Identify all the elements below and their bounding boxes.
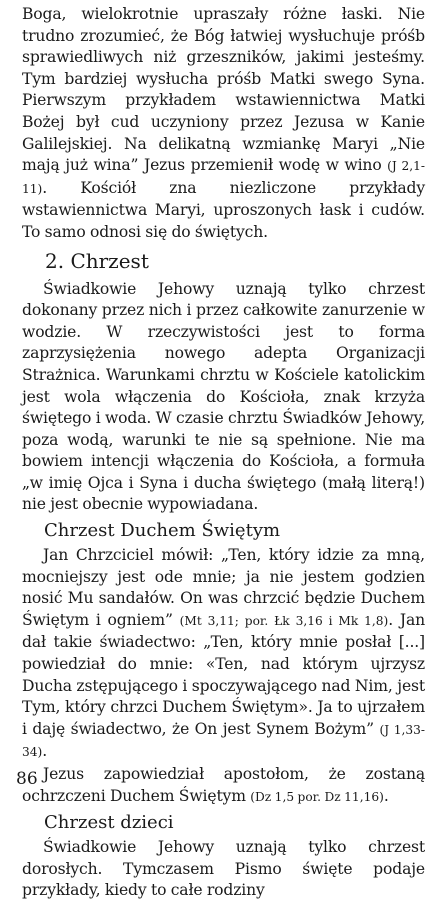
page-body [22, 4, 425, 902]
bible-reference: (Dz 1,5 por. Dz 11,16) [250, 789, 384, 804]
paragraph-apostles [22, 764, 425, 808]
paragraph-john-baptist [22, 545, 425, 764]
text-run: Jan Chrzciciel mówił: „Ten, który idzie za mną, mocniejszy jest ode mnie; ja nie jestem godzien nosić Mu sandałów. On was chrzcić będzie Duchem Świętym i ogniem” [22, 546, 425, 629]
subsection-heading-children: Chrzest dzieci [44, 812, 174, 834]
subsection-heading-holy-spirit: Chrzest Duchem Świętym [44, 520, 281, 542]
text-run: Jezus zapowiedział apostołom, że zostaną ochrzczeni Duchem Świętym [22, 765, 425, 805]
text-run: . Jan dał takie świadectwo: „Ten, który mnie posłał [...] powiedział do mnie: «Ten, nad którym ujrzysz Ducha zstępującego i spoczywającego nad Nim, jest Tym, który chrzci Duchem Świętym». Ja to ujrzałem i daję świadectwo, że On jest Synem Bożym” [22, 610, 425, 738]
text-run: . [42, 742, 48, 761]
paragraph-intercession [22, 4, 425, 244]
text-run: . Kościół zna niezliczone przykłady wstawiennictwa Maryi, uproszonych łask i cudów. To samo odnosi się do świętych. [22, 178, 425, 241]
paragraph-baptism: Świadkowie Jehowy uznają tylko chrzest dokonany przez nich i przez całkowite zanurzenie w wodzie. W rzeczywistości jest to forma zaprzysiężenia nowego adepta Organizacji Strażnica. Warunkami chrztu w Kościele katolickim jest wola włączenia do Kościoła, znak krzyża świętego i woda. W czasie chrztu Świadków Jehowy, poza wodą, warunki te nie są spełnione. Nie ma bowiem intencji włączenia do Kościoła, a formuła „w imię Ojca i Syna i ducha świętego (małą literą!) nie jest obecnie wypowiadana. [22, 279, 425, 514]
bible-reference: (Mt 3,11; por. Łk 3,16 i Mk 1,8) [179, 613, 389, 628]
bible-reference: (J 1,33-34) [22, 722, 425, 760]
text-run: . [383, 786, 389, 805]
bible-reference: (J 2,1-11) [22, 159, 425, 196]
section-heading-baptism: 2. Chrzest [45, 248, 149, 273]
text-run: Boga, wielokrotnie upraszały różne łaski. Nie trudno zrozumieć, że Bóg łatwiej wysłuchuje próśb sprawiedliwych niż grzeszników, jakimi jesteśmy. Tym bardziej wysłucha próśb Matki swego Syna. Pierwszym przykładem wstawiennictwa Matki Bożej był cud uczyniony przez Jezusa w Kanie Galilejskiej. Na delikatną wzmiankę Maryi „Nie mają już wina” Jezus przemienił wodę w wino [22, 5, 425, 175]
page-number: 86 [16, 769, 38, 789]
paragraph-child-baptism: Świadkowie Jehowy uznają tylko chrzest dorosłych. Tymczasem Pismo święte podaje przykłady, kiedy to całe rodziny [22, 838, 425, 900]
